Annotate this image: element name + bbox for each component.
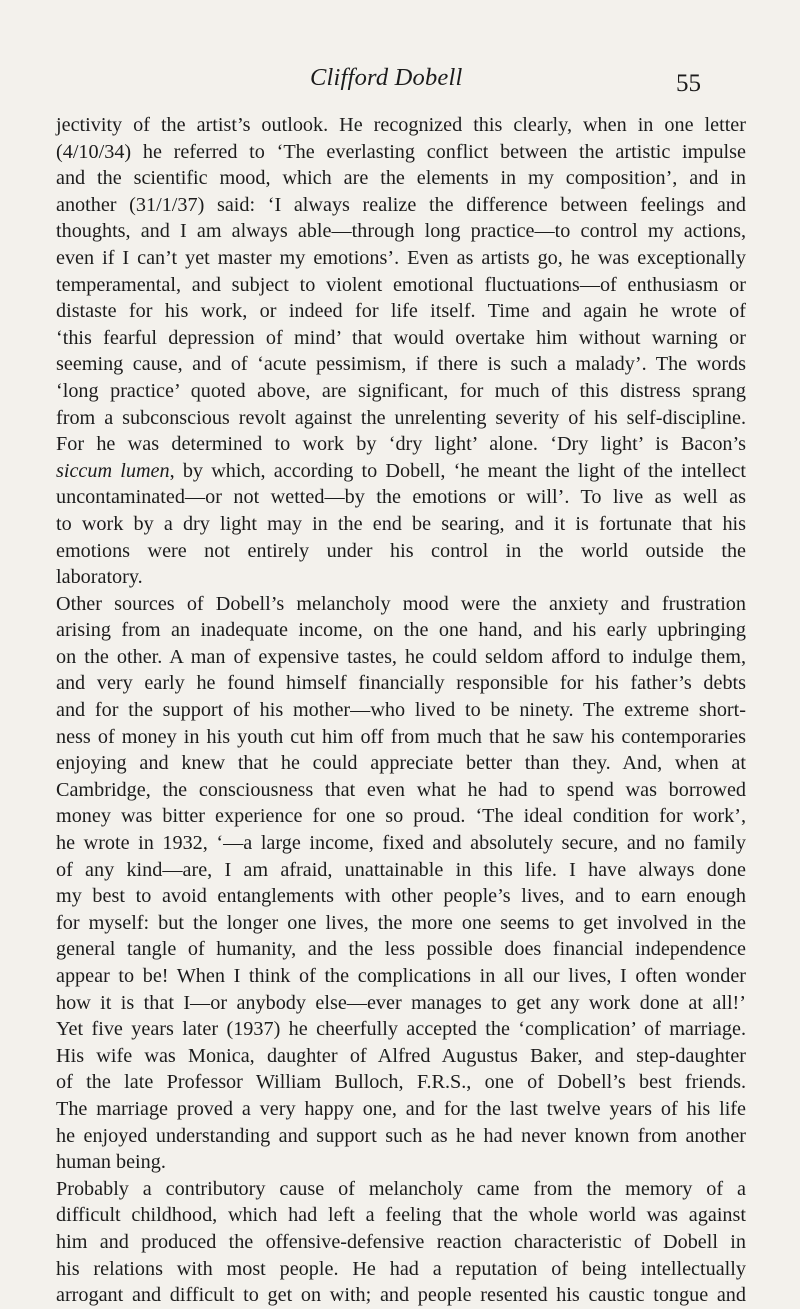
text-line: Yet five years later (1937) he cheerfully accepted the ‘complication’ of marriage. <box>56 1018 746 1041</box>
running-title: Clifford Dobell <box>310 64 463 91</box>
text-line: his relations with most people. He had a reputation of being intellectually <box>56 1257 746 1280</box>
text-line: emotions were not entirely under his control in the world outside the <box>56 539 746 562</box>
text-line: ness of money in his youth cut him off from much that he saw his contemporaries <box>56 725 746 748</box>
page-header <box>0 64 800 104</box>
text-line: His wife was Monica, daughter of Alfred Augustus Baker, and step-daughter <box>56 1044 746 1067</box>
text-line: he wrote in 1932, ‘—a large income, fixed and absolutely secure, and no family <box>56 832 746 855</box>
text-line: Other sources of Dobell’s melancholy mood were the anxiety and frustration <box>56 592 746 615</box>
text-line: he enjoyed understanding and support such as he had never known from another <box>56 1124 746 1147</box>
text-line: The marriage proved a very happy one, and for the last twelve years of his life <box>56 1097 746 1120</box>
text-line: jectivity of the artist’s outlook. He recognized this clearly, when in one letter <box>56 114 746 136</box>
text-line: him and produced the offensive-defensive reaction characteristic of Dobell in <box>56 1230 746 1253</box>
text-line: laboratory. <box>56 566 143 589</box>
text-line: my best to avoid entanglements with other people’s lives, and to earn enough <box>56 885 746 908</box>
text-line: human being. <box>56 1151 166 1174</box>
text-line: and for the support of his mother—who lived to be ninety. The extreme short- <box>56 699 746 722</box>
text-line: distaste for his work, or indeed for life itself. Time and again he wrote of <box>56 300 746 323</box>
text-line: difficult childhood, which had left a feeling that the whole world was against <box>56 1204 746 1227</box>
text-line: ‘long practice’ quoted above, are significant, for much of this distress sprang <box>56 379 746 402</box>
text-line: ‘this fearful depression of mind’ that would overtake him without warning or <box>56 326 746 349</box>
italic-phrase: siccum lumen <box>56 459 170 482</box>
text-line: arising from an inadequate income, on the one hand, and his early upbringing <box>56 619 746 642</box>
text-line: of the late Professor William Bulloch, F.R.S., one of Dobell’s best friends. <box>56 1071 746 1094</box>
text-line: and the scientific mood, which are the elements in my composition’, and in <box>56 167 746 190</box>
text-line: to work by a dry light may in the end be searing, and it is fortunate that his <box>56 512 746 535</box>
text-line: siccum lumen, by which, according to Dobell, ‘he meant the light of the intellect <box>56 459 747 482</box>
text-line: for myself: but the longer one lives, the more one seems to get involved in the <box>56 911 746 934</box>
text-line: thoughts, and I am always able—through long practice—to control my actions, <box>56 220 746 243</box>
text-line: temperamental, and subject to violent emotional fluctuations—of enthusiasm or <box>56 273 746 296</box>
text-line: Probably a contributory cause of melancholy came from the memory of a <box>56 1177 746 1200</box>
text-line: and very early he found himself financially responsible for his father’s debts <box>56 672 746 695</box>
text-line: another (31/1/37) said: ‘I always realize the difference between feelings and <box>56 193 746 216</box>
text-line: uncontaminated—or not wetted—by the emotions or will’. To live as well as <box>56 486 746 509</box>
text-line: on the other. A man of expensive tastes, he could seldom afford to indulge them, <box>56 645 746 668</box>
text-line: even if I can’t yet master my emotions’. Even as artists go, he was exceptionally <box>56 246 746 269</box>
text-line: enjoying and knew that he could appreciate better than they. And, when at <box>56 752 746 775</box>
text-line: general tangle of humanity, and the less possible does financial independence <box>56 938 746 961</box>
text-line: appear to be! When I think of the complications in all our lives, I often wonder <box>56 965 746 987</box>
text-line: (4/10/34) he referred to ‘The everlasting conflict between the artistic impulse <box>56 140 746 163</box>
body-text <box>56 112 746 1309</box>
text-line: arrogant and difficult to get on with; and people resented his caustic tongue and <box>56 1284 746 1307</box>
text-line: how it is that I—or anybody else—ever manages to get any work done at all!’ <box>56 991 746 1014</box>
text-line: from a subconscious revolt against the unrelenting severity of his self-discipline. <box>56 406 746 429</box>
text-line: seeming cause, and of ‘acute pessimism, if there is such a malady’. The words <box>56 353 746 376</box>
text-line: money was bitter experience for one so proud. ‘The ideal condition for work’, <box>56 805 746 828</box>
text-line: For he was determined to work by ‘dry light’ alone. ‘Dry light’ is Bacon’s <box>56 433 746 456</box>
text-line: of any kind—are, I am afraid, unattainable in this life. I have always done <box>56 858 746 881</box>
text-line: Cambridge, the consciousness that even what he had to spend was borrowed <box>56 778 746 801</box>
page-number: 55 <box>676 70 701 97</box>
